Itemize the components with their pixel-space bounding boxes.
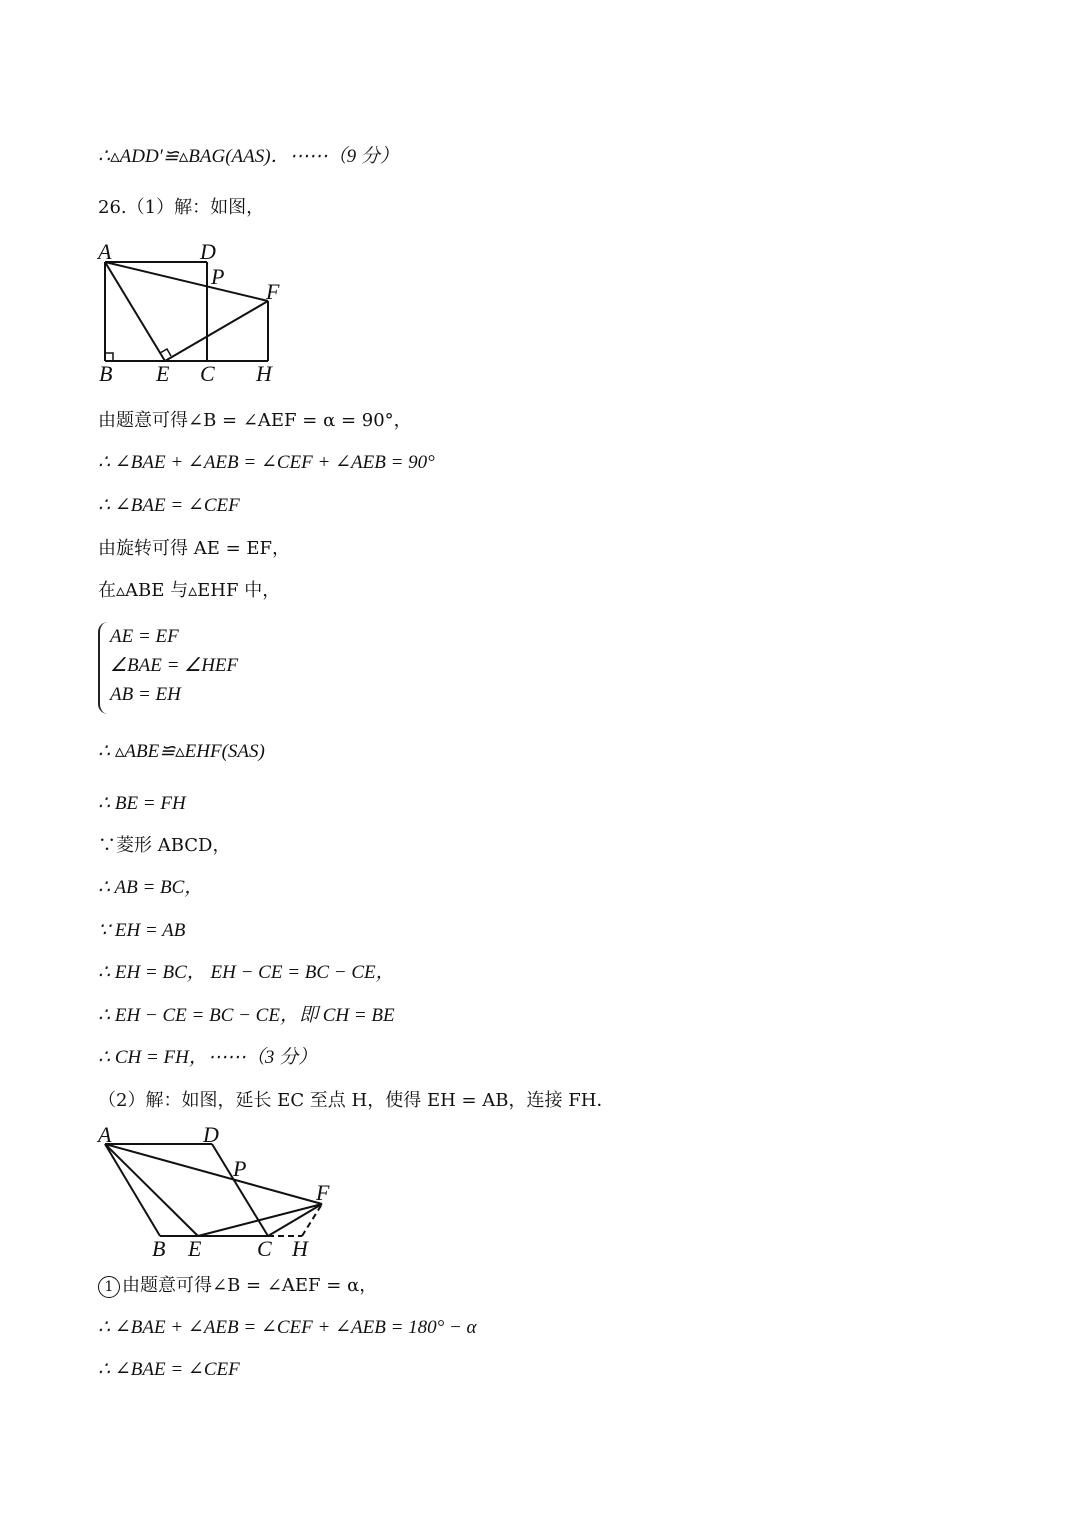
text-line: ∴ EH = BC， EH − CE = BC − CE， (98, 962, 395, 983)
label-h: H (292, 1236, 308, 1261)
label-p: P (233, 1156, 247, 1181)
label-b: B (152, 1236, 166, 1261)
label-f: F (266, 279, 280, 304)
figure-1 (90, 235, 300, 390)
text-line: ∴ ∠BAE = ∠CEF (98, 495, 240, 516)
segment-cf (268, 1204, 322, 1236)
text-line: ∴ BE = FH (98, 793, 186, 814)
label-p: P (211, 264, 225, 289)
label-e: E (188, 1236, 202, 1261)
text-line: ∴ CH = FH，⋯⋯（3 分） (98, 1047, 318, 1068)
text-line: 在▵ABE 与▵EHF 中， (98, 580, 281, 601)
figure-2 (90, 1120, 350, 1265)
label-c: C (200, 361, 215, 386)
text-line: ∵菱形 ABCD， (98, 835, 231, 856)
text-line: 1 由题意可得∠B = ∠AEF = α， (98, 1272, 377, 1300)
label-a: A (98, 239, 112, 264)
equation-system (98, 622, 238, 714)
text-line: ∴ ▵ABE≌▵EHF(SAS) (98, 741, 265, 762)
equation: ∠BAE = ∠HEF (110, 655, 239, 676)
equation: AB = EH (110, 684, 181, 705)
segment-af (105, 262, 268, 301)
segment-af (105, 1144, 322, 1204)
text-line: ∴ AB = BC， (98, 877, 204, 898)
equation: AE = EF (110, 626, 179, 647)
part-2-heading: （2）解：如图，延长 EC 至点 H，使得 EH = AB，连接 FH． (98, 1090, 615, 1111)
label-d: D (203, 1122, 219, 1147)
text-line: 由题意可得∠B = ∠AEF = α = 90°， (98, 410, 412, 431)
segment-ef (198, 1204, 322, 1236)
text-line: ∴▵ADD′≌▵BAG(AAS)．⋯⋯（9 分） (98, 146, 399, 167)
label-h: H (256, 361, 272, 386)
label-c: C (257, 1236, 272, 1261)
label-b: B (99, 361, 113, 386)
text-line: ∵ EH = AB (98, 920, 186, 941)
segment-ef (165, 301, 268, 361)
segment-ae (105, 262, 165, 361)
label-f: F (316, 1180, 330, 1205)
text-line: ∴ ∠BAE + ∠AEB = ∠CEF + ∠AEB = 90° (98, 452, 435, 473)
problem-26-heading: 26.（1）解：如图， (98, 197, 265, 218)
right-angle-b (105, 353, 113, 361)
text-line: ∴ ∠BAE + ∠AEB = ∠CEF + ∠AEB = 180° − α (98, 1317, 477, 1338)
label-e: E (156, 361, 170, 386)
text-line: 由旋转可得 AE = EF， (98, 538, 291, 559)
label-d: D (200, 239, 216, 264)
text-line: ∴ EH − CE = BC − CE，即 CH = BE (98, 1005, 395, 1026)
circled-number: 1 (98, 1276, 120, 1298)
text-line: ∴ ∠BAE = ∠CEF (98, 1359, 240, 1380)
label-a: A (98, 1122, 112, 1147)
